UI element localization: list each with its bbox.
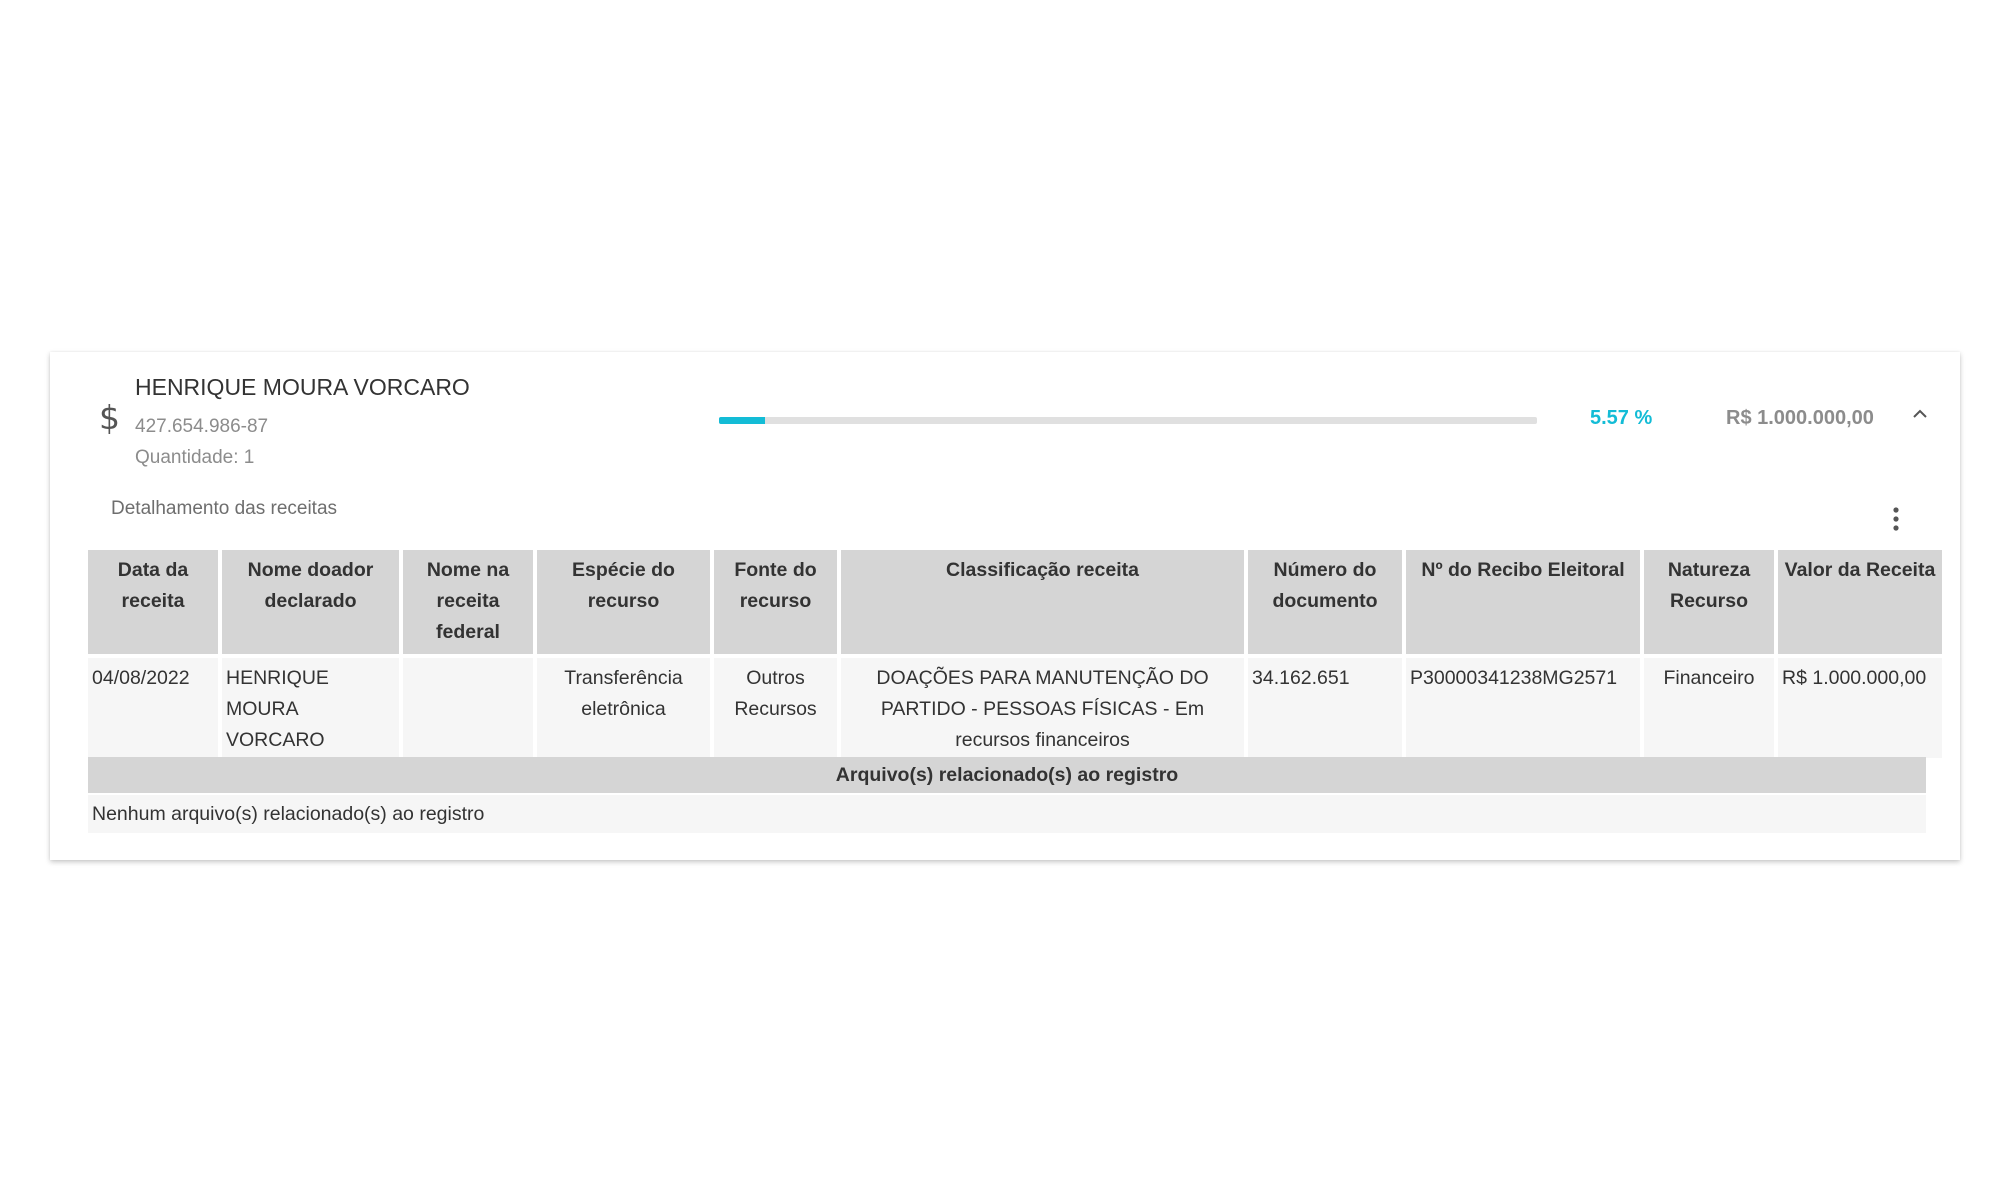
donor-amount: R$ 1.000.000,00	[1726, 407, 1874, 429]
cell-recibo: P30000341238MG2571	[1406, 658, 1640, 758]
column-header-classificacao[interactable]: Classificação receita	[841, 550, 1244, 654]
section-title: Detalhamento das receitas	[111, 498, 338, 519]
donor-name: HENRIQUE MOURA VORCARO	[135, 374, 470, 400]
table-row	[88, 658, 1942, 758]
more-vertical-icon[interactable]	[1881, 504, 1911, 534]
cell-natureza: Financeiro	[1644, 658, 1774, 758]
cell-nome-doador: HENRIQUE MOURA VORCARO	[222, 658, 399, 758]
donor-quantity: Quantidade: 1	[135, 447, 255, 468]
receipts-table-wrapper	[88, 550, 1936, 758]
related-files-empty-message: Nenhum arquivo(s) relacionado(s) ao registro	[88, 793, 1926, 833]
column-header-natureza[interactable]: Natureza Recurso	[1644, 550, 1774, 654]
share-progress-fill	[719, 417, 765, 424]
column-header-valor[interactable]: Valor da Receita	[1778, 550, 1942, 654]
table-header-row	[88, 550, 1942, 654]
donor-card	[50, 352, 1960, 860]
dollar-icon: $	[99, 398, 120, 437]
column-header-numero-documento[interactable]: Número do documento	[1248, 550, 1402, 654]
cell-data: 04/08/2022	[88, 658, 218, 758]
cell-numero-documento: 34.162.651	[1248, 658, 1402, 758]
share-percent: 5.57 %	[1590, 407, 1653, 429]
column-header-data[interactable]: Data da receita	[88, 550, 218, 654]
donor-cpf: 427.654.986-87	[135, 416, 269, 437]
cell-classificacao: DOAÇÕES PARA MANUTENÇÃO DO PARTIDO - PESSOAS FÍSICAS - Em recursos financeiros	[841, 658, 1244, 758]
share-progress-bar	[719, 417, 1537, 424]
related-files-section	[88, 757, 1926, 833]
donor-card-header[interactable]	[50, 352, 1960, 477]
cell-especie: Transferência eletrônica	[537, 658, 710, 758]
column-header-especie[interactable]: Espécie do recurso	[537, 550, 710, 654]
related-files-header: Arquivo(s) relacionado(s) ao registro	[88, 757, 1926, 793]
cell-valor: R$ 1.000.000,00	[1778, 658, 1942, 758]
column-header-fonte[interactable]: Fonte do recurso	[714, 550, 837, 654]
chevron-up-icon[interactable]	[1908, 402, 1932, 426]
cell-fonte: Outros Recursos	[714, 658, 837, 758]
column-header-nome-receita-federal[interactable]: Nome na receita federal	[403, 550, 533, 654]
receipts-table	[84, 546, 1946, 762]
cell-nome-receita-federal	[403, 658, 533, 758]
column-header-recibo[interactable]: Nº do Recibo Eleitoral	[1406, 550, 1640, 654]
column-header-nome-doador[interactable]: Nome doador declarado	[222, 550, 399, 654]
